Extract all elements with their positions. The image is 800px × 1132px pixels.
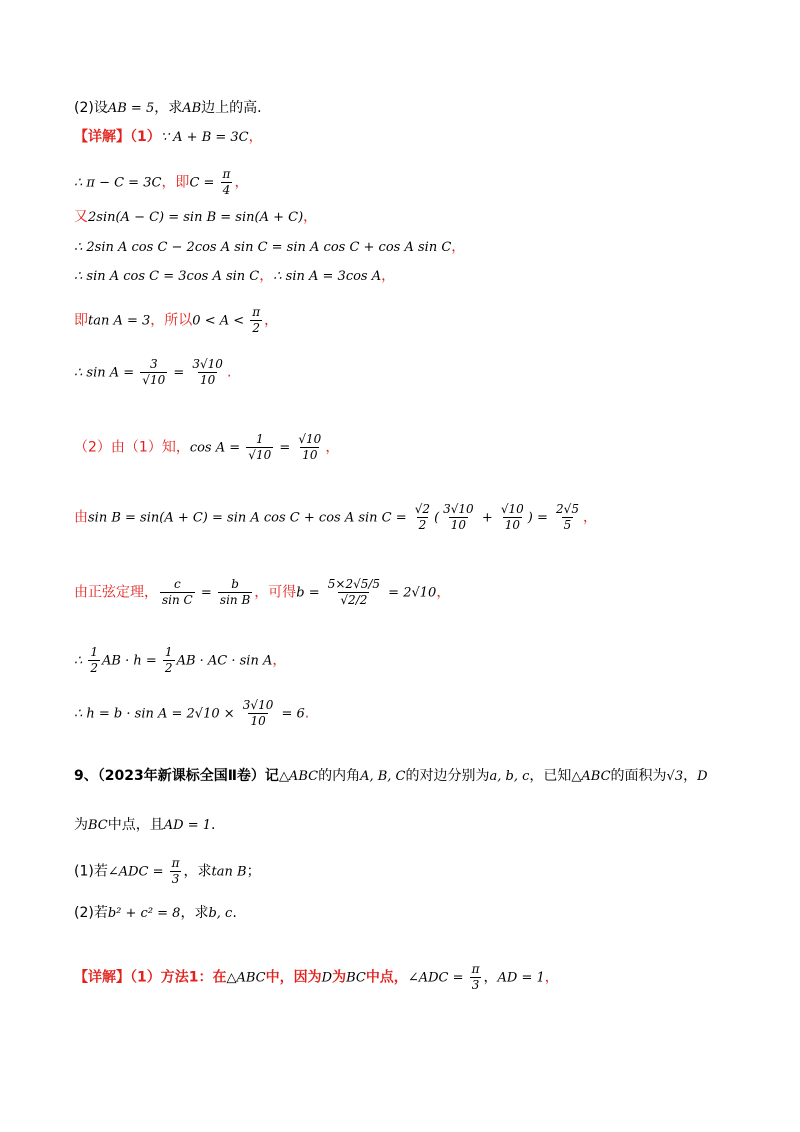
fraction-numerator: 2√5	[556, 502, 579, 516]
text-line	[74, 645, 286, 676]
text-line	[74, 357, 231, 388]
text-span: a, b, c	[489, 769, 530, 784]
text-span: 【详解】（1）	[74, 129, 161, 145]
fraction	[218, 577, 252, 608]
text-span: △ABC	[278, 769, 319, 784]
text-span: 中点，	[365, 969, 408, 986]
fraction-denominator: √10	[248, 448, 272, 462]
text-span: = 2√10	[384, 585, 437, 601]
fraction-numerator: b	[231, 577, 239, 591]
text-span: ，	[436, 584, 451, 601]
text-span: ；	[246, 863, 261, 880]
fraction-denominator: 10	[250, 714, 266, 728]
text-span: ∴ sin A =	[74, 365, 139, 381]
fraction-denominator: 3	[471, 978, 480, 992]
text-span: ，即	[161, 174, 190, 191]
text-span: ∴	[74, 653, 87, 669]
fraction	[413, 502, 432, 533]
fraction	[326, 577, 382, 608]
fraction-denominator: sin B	[219, 593, 251, 607]
text-span: BC	[346, 970, 366, 986]
text-line	[74, 432, 339, 463]
fraction	[554, 502, 581, 533]
fraction-numerator: √2	[414, 502, 431, 516]
text-span: C =	[189, 175, 219, 191]
text-span: 的内角	[318, 768, 361, 784]
text-span: ) =	[527, 510, 553, 526]
text-span: 由	[74, 509, 88, 526]
text-span: ，求	[183, 863, 212, 880]
text-span: ∠ADC =	[107, 864, 168, 880]
text-span: (	[434, 510, 440, 526]
text-span: 的对边分别为	[405, 768, 490, 784]
text-span: .	[226, 364, 232, 381]
fraction-numerator: 3√10	[192, 357, 223, 371]
text-span: ，	[325, 439, 340, 456]
fraction	[140, 357, 167, 388]
text-span: BC	[88, 818, 108, 833]
text-span: ∴ π − C = 3C	[74, 175, 162, 191]
text-span: +	[477, 510, 497, 526]
text-line	[74, 815, 215, 836]
text-span: b² + c² = 8	[107, 906, 181, 921]
fraction	[88, 645, 100, 676]
fraction-denominator: 10	[200, 373, 216, 387]
text-line	[74, 167, 248, 198]
text-span: ，	[544, 969, 559, 986]
text-span: AB · h =	[102, 653, 161, 669]
fraction-denominator: 10	[450, 518, 467, 532]
fraction-numerator: 1	[90, 645, 99, 659]
text-span: 即	[74, 312, 88, 329]
fraction-denominator: 4	[222, 183, 231, 197]
text-span: = 6	[277, 706, 305, 722]
fraction-denominator: 2	[90, 661, 99, 675]
text-span: tan A = 3	[88, 313, 151, 329]
text-span: ，	[483, 969, 498, 986]
text-span: ∠ADC =	[407, 970, 468, 986]
text-span: ，	[451, 239, 466, 255]
fraction-denominator: sin C	[162, 593, 193, 607]
fraction-denominator: 5	[563, 518, 572, 532]
fraction	[470, 962, 482, 993]
text-span: ∴ h = b · sin A = 2√10 ×	[74, 706, 239, 722]
text-span: ，	[582, 509, 597, 526]
fraction	[246, 432, 273, 463]
fraction-denominator: 10	[504, 518, 520, 532]
fraction-denominator: 3	[171, 872, 180, 886]
fraction	[441, 502, 476, 533]
text-span: 边上的高.	[201, 100, 262, 116]
fraction-numerator: 1	[164, 645, 173, 659]
text-span: 9、（2023年新课标全国Ⅱ卷）记	[74, 768, 279, 784]
text-span: △ABC	[571, 769, 611, 784]
text-span: ，所以	[150, 312, 193, 329]
text-span: △ABC	[226, 970, 266, 986]
text-span: b =	[296, 585, 324, 601]
fraction	[163, 645, 175, 676]
text-span: ，	[248, 129, 263, 145]
text-span: =	[275, 440, 295, 456]
fraction	[221, 167, 233, 198]
text-span: ，	[259, 268, 274, 284]
fraction-denominator: 2	[164, 661, 173, 675]
text-line	[74, 237, 465, 258]
text-span: 由正弦定理，	[74, 584, 158, 601]
text-span: 为	[74, 817, 88, 833]
text-span: sin B = sin(A + C) = sin A cos C + cos A sin C =	[88, 510, 411, 526]
fraction	[250, 305, 262, 336]
text-span: cos A =	[189, 440, 245, 456]
text-span: b, c	[208, 906, 233, 921]
text-span: =	[169, 365, 189, 381]
text-span: .	[304, 705, 310, 722]
text-line	[74, 305, 278, 336]
text-span: ，	[303, 209, 318, 225]
fraction	[499, 502, 526, 533]
text-span: ，	[683, 768, 698, 784]
fraction-denominator: 10	[302, 448, 318, 462]
fraction-denominator: 2	[418, 518, 427, 532]
fraction-numerator: π	[171, 856, 180, 870]
text-span: (2)设	[74, 100, 108, 116]
text-span: （2）由（1）知，	[74, 439, 190, 456]
text-span: 2sin(A − C) = sin B = sin(A + C)	[88, 210, 304, 225]
text-span: ∵ A + B = 3C	[160, 130, 249, 145]
text-line	[74, 502, 597, 533]
text-span: ，	[381, 268, 396, 284]
text-span: ∴ sin A cos C = 3cos A sin C	[74, 269, 260, 284]
text-line	[74, 207, 317, 228]
fraction-numerator: √10	[298, 432, 322, 446]
fraction-numerator: π	[471, 962, 480, 976]
fraction-numerator: 5×2√5/5	[327, 577, 381, 591]
text-span: ，已知	[529, 768, 572, 784]
text-line	[74, 266, 395, 287]
fraction-numerator: π	[222, 167, 231, 181]
fraction	[160, 577, 195, 608]
text-span: D	[321, 970, 333, 986]
text-span: ，	[234, 174, 249, 191]
text-span: =	[196, 585, 216, 601]
text-line	[74, 962, 559, 993]
text-line	[74, 856, 261, 887]
text-span: ，求	[180, 905, 209, 921]
fraction	[170, 856, 182, 887]
text-line	[74, 698, 309, 729]
text-span: AB · AC · sin A	[176, 653, 273, 669]
fraction-numerator: c	[174, 577, 181, 591]
text-span: 【详解】（1）方法1：在	[74, 969, 227, 986]
fraction-numerator: 3	[149, 357, 158, 371]
text-span: 又	[74, 209, 88, 225]
text-span: 中点，且	[107, 817, 164, 833]
text-line	[74, 766, 708, 787]
text-span: tan B	[211, 864, 247, 880]
fraction	[296, 432, 323, 463]
fraction-numerator: π	[252, 305, 261, 319]
text-span: (1)若	[74, 863, 108, 880]
fraction-denominator: 2	[252, 321, 261, 335]
text-span: AD = 1	[163, 818, 211, 833]
text-span: 的面积为	[610, 768, 667, 784]
text-line	[74, 127, 263, 148]
text-span: ∴ sin A = 3cos A	[273, 269, 382, 284]
fraction-numerator: √10	[500, 502, 524, 516]
fraction-numerator: 3√10	[443, 502, 474, 516]
text-span: 中，因为	[265, 969, 322, 986]
text-span: 为	[332, 969, 347, 986]
text-span: ∴ 2sin A cos C − 2cos A sin C = sin A cos C + cos A sin C	[74, 240, 452, 255]
text-span: A, B, C	[360, 769, 406, 784]
text-span: ，	[272, 652, 287, 669]
text-line	[74, 903, 237, 924]
text-span: AD = 1	[497, 970, 545, 986]
fraction	[190, 357, 225, 388]
fraction-denominator: √2/2	[340, 593, 368, 607]
text-span: (2)若	[74, 905, 108, 921]
text-span: AB	[182, 101, 202, 116]
text-span: ，可得	[254, 584, 297, 601]
text-span: AB = 5	[107, 101, 155, 116]
text-span: D	[697, 769, 708, 784]
text-span: 0 < A <	[192, 313, 249, 329]
fraction-numerator: 1	[255, 432, 264, 446]
text-span: ，求	[154, 100, 183, 116]
text-span: .	[211, 817, 216, 833]
fraction	[241, 698, 276, 729]
text-line	[74, 98, 262, 119]
fraction-numerator: 3√10	[242, 698, 274, 712]
text-span: ，	[264, 312, 279, 329]
text-line	[74, 577, 450, 608]
text-span: √3	[666, 769, 684, 784]
fraction-denominator: √10	[142, 373, 166, 387]
text-span: .	[232, 905, 237, 921]
